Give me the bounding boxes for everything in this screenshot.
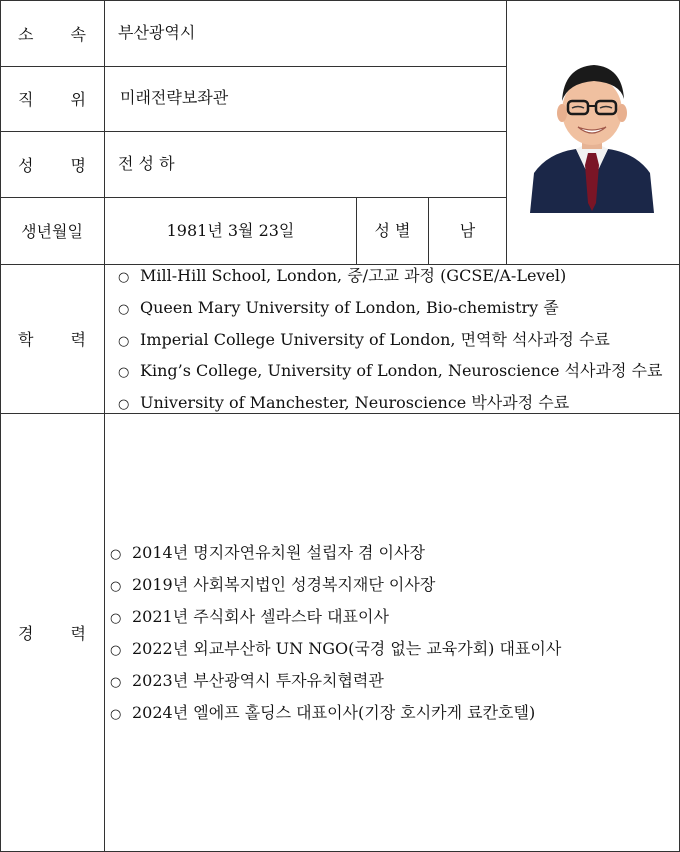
bullet-icon: ○	[110, 547, 122, 562]
position-value: 미래전략보좌관	[120, 88, 229, 107]
career-label-char: 경	[18, 623, 34, 643]
education-item-text: University of Manchester, Neuroscience 박사과정 수료	[140, 393, 570, 412]
career-item-text: 2022년 외교부산하 UN NGO(국경 없는 교육가회) 대표이사	[132, 639, 562, 658]
bullet-icon: ○	[110, 643, 122, 658]
list-item	[118, 361, 662, 383]
list-item	[110, 671, 384, 693]
bullet-icon: ○	[118, 334, 130, 349]
gender-value: 남	[459, 221, 476, 240]
list-item	[118, 298, 559, 320]
education-label-char: 학	[18, 330, 34, 349]
birth-value: 1981년 3월 23일	[166, 221, 295, 240]
career-item-text: 2023년 부산광역시 투자유치협력관	[132, 671, 384, 690]
gender-label: 성 별	[374, 221, 411, 240]
career-item-text: 2019년 사회복지법인 성경복지재단 이사장	[132, 575, 436, 594]
list-item	[118, 266, 566, 288]
career-item-text: 2014년 명지자연유치원 설립자 겸 이사장	[132, 543, 425, 562]
bullet-icon: ○	[118, 397, 130, 412]
birth-label	[0, 197, 104, 264]
bullet-icon: ○	[110, 611, 122, 626]
education-item-text: Mill-Hill School, London, 중/고교 과정 (GCSE/A-Level)	[140, 266, 567, 285]
name-label-char: 명	[70, 155, 86, 175]
education-item-text: King’s College, University of London, Neuroscience 석사과정 수료	[140, 361, 663, 380]
career-item-text: 2024년 엘에프 홀딩스 대표이사(기장 호시카게 료칸호텔)	[132, 703, 536, 722]
affiliation-label-char: 속	[70, 24, 86, 44]
name-value: 전 성 하	[118, 154, 175, 173]
affiliation-label	[0, 0, 104, 66]
education-label	[0, 264, 104, 413]
profile-photo	[528, 53, 656, 213]
position-label	[0, 66, 104, 131]
list-item	[118, 393, 569, 415]
bullet-icon: ○	[110, 707, 122, 722]
column-divider	[506, 0, 507, 264]
list-item	[118, 330, 610, 352]
position-label-char: 위	[70, 90, 86, 109]
list-item	[110, 607, 389, 629]
name-label-char: 성	[18, 155, 34, 175]
bullet-icon: ○	[118, 270, 130, 285]
position-label-char: 직	[18, 90, 34, 109]
affiliation-label-char: 소	[18, 24, 34, 44]
list-item	[110, 703, 535, 725]
bullet-icon: ○	[110, 579, 122, 594]
name-label	[0, 131, 104, 197]
column-divider	[104, 0, 105, 852]
list-item	[110, 639, 561, 661]
bullet-icon: ○	[110, 675, 122, 690]
list-item	[110, 575, 435, 597]
education-item-text: Queen Mary University of London, Bio-chemistry 졸	[140, 298, 559, 317]
career-label-char: 력	[70, 623, 86, 643]
affiliation-value: 부산광역시	[118, 23, 196, 42]
birth-label-text: 생년월일	[21, 222, 83, 241]
career-label	[0, 413, 104, 851]
list-item	[110, 543, 425, 565]
bullet-icon: ○	[118, 365, 130, 380]
education-item-text: Imperial College University of London, 면역학 석사과정 수료	[140, 330, 610, 349]
career-item-text: 2021년 주식회사 셀라스타 대표이사	[132, 607, 389, 626]
bullet-icon: ○	[118, 302, 130, 317]
education-label-char: 력	[70, 330, 86, 349]
